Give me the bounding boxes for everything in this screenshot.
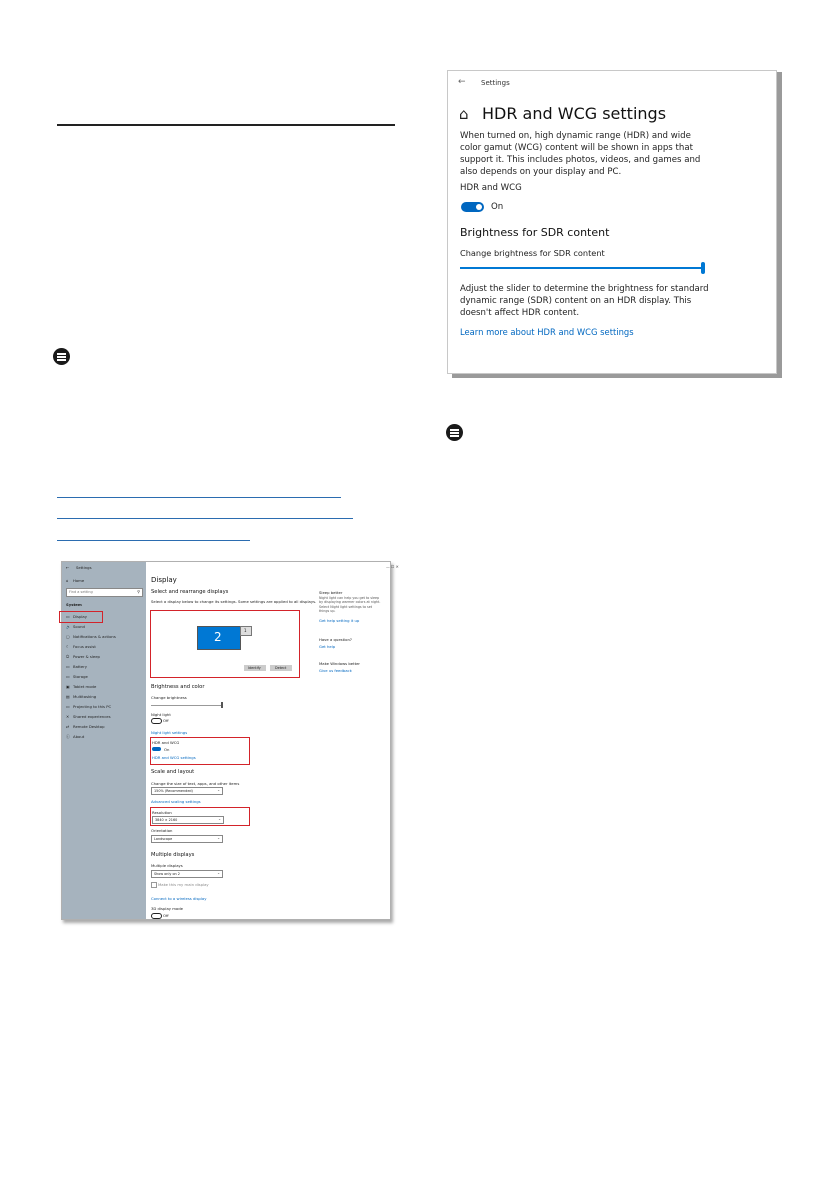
sidebar-item[interactable] — [62, 663, 146, 671]
scale-dropdown[interactable] — [151, 787, 223, 795]
sidebar-section-system: System — [66, 602, 82, 607]
window-back-icon[interactable]: ← — [66, 565, 70, 570]
sidebar-item-icon: ☾ — [66, 644, 70, 649]
orientation-dropdown[interactable] — [151, 835, 223, 843]
scale-heading: Scale and layout — [151, 769, 195, 775]
sdr-slider-description: Adjust the slider to determine the brightness for standard dynamic range (SDR) content on an HDR display. This doesn't affect HDR content. — [460, 284, 709, 318]
brightness-slider-thumb[interactable] — [221, 702, 223, 708]
resolution-dropdown[interactable] — [152, 816, 224, 824]
sdr-section-title: Brightness for SDR content — [460, 226, 610, 239]
hdr-toggle[interactable] — [461, 202, 484, 212]
sidebar-item-label: Multitasking — [73, 694, 97, 699]
sidebar-item-label: Notifications & actions — [73, 634, 116, 639]
sidebar-home[interactable]: Home — [73, 578, 85, 583]
display-3d-toggle[interactable] — [151, 913, 162, 919]
main-display-label: Make this my main display — [158, 882, 209, 887]
question-link[interactable]: Get help — [319, 644, 336, 649]
sidebar-item[interactable] — [62, 713, 146, 721]
monitor-secondary-number: 1 — [244, 628, 247, 633]
display-title: Display — [151, 576, 177, 584]
sleep-desc: Night light can help you get to sleep by displaying warmer colors at night. Select Night light settings to set things up. — [319, 596, 381, 614]
window-title: Settings — [481, 79, 510, 87]
sidebar-item-icon: ⇄ — [66, 724, 70, 729]
night-light-toggle[interactable] — [151, 718, 162, 724]
detect-label: Detect — [275, 666, 287, 670]
night-light-label: Night light — [151, 712, 171, 717]
highlight-display-item — [59, 611, 103, 623]
sidebar-item[interactable] — [62, 643, 146, 651]
multiple-dropdown[interactable] — [151, 870, 223, 878]
monitor-secondary[interactable] — [240, 626, 252, 636]
hdr-label: HDR and WCG — [152, 740, 180, 745]
sidebar-item-label: Focus assist — [73, 644, 96, 649]
search-input[interactable] — [66, 588, 143, 597]
link-underline-1[interactable] — [57, 497, 341, 498]
chevron-down-icon: ⌄ — [217, 788, 220, 792]
sidebar-item-icon: ▭ — [66, 674, 70, 679]
hdr-settings-panel — [447, 70, 777, 374]
window-controls[interactable]: — ☐ ✕ — [386, 564, 399, 569]
hdr-description: When turned on, high dynamic range (HDR) and wide color gamut (WCG) content will be shown in apps that support it. This includes photos, videos, and games and also depends on your display and PC. — [460, 131, 701, 177]
scale-value: 150% (Recommended) — [154, 789, 193, 793]
sdr-slider-thumb[interactable] — [701, 262, 705, 274]
arrange-desc: Select a display below to change its settings. Some settings are applied to all displays. — [151, 599, 317, 604]
sidebar-item[interactable] — [62, 683, 146, 691]
sidebar-item[interactable] — [62, 703, 146, 711]
note-icon — [53, 348, 70, 365]
sidebar-item-label: Shared experiences — [73, 714, 111, 719]
note-icon-right — [446, 424, 463, 441]
back-arrow-icon[interactable]: ← — [458, 77, 466, 87]
sleep-heading: Sleep better — [319, 590, 343, 595]
display-3d-state: Off — [163, 913, 169, 918]
resolution-label: Resolution — [152, 810, 172, 815]
brightness-slider[interactable] — [151, 705, 221, 706]
search-icon: ⚲ — [137, 589, 140, 594]
search-placeholder: Find a setting — [69, 590, 93, 594]
home-icon[interactable]: ⌂ — [66, 578, 69, 583]
section-rule — [57, 124, 395, 126]
display-settings-window — [61, 561, 399, 920]
monitor-primary[interactable] — [197, 626, 241, 650]
sidebar-item-label: Projecting to this PC — [73, 704, 112, 709]
sidebar-item-icon: ✕ — [66, 714, 70, 719]
sidebar-item[interactable] — [62, 733, 146, 741]
detect-button[interactable] — [270, 665, 292, 671]
learn-more-link[interactable]: Learn more about HDR and WCG settings — [460, 327, 634, 337]
identify-button[interactable] — [244, 665, 266, 671]
sidebar-item-label: Storage — [73, 674, 88, 679]
settings-main — [146, 562, 399, 919]
brightness-heading: Brightness and color — [151, 684, 205, 690]
sidebar-item-icon: ▢ — [66, 634, 70, 639]
page-title: HDR and WCG settings — [482, 104, 667, 123]
chevron-down-icon: ⌄ — [217, 836, 220, 840]
brightness-label: Change brightness — [151, 695, 187, 700]
sidebar-item-icon: ⓘ — [66, 734, 70, 739]
sidebar-item-label: Display — [73, 614, 87, 619]
sidebar-item[interactable] — [62, 673, 146, 681]
window-title: Settings — [76, 565, 92, 570]
monitor-primary-number: 2 — [214, 630, 222, 644]
question-heading: Have a question? — [319, 637, 352, 642]
sidebar-item[interactable] — [62, 723, 146, 731]
sidebar-item[interactable] — [62, 693, 146, 701]
identify-label: Identify — [248, 666, 261, 670]
orientation-value: Landscape — [154, 837, 173, 841]
chevron-down-icon: ⌄ — [218, 817, 221, 821]
sidebar-item-label: About — [73, 734, 85, 739]
sidebar-item[interactable] — [62, 623, 146, 631]
sidebar-item-icon: 🔈 — [66, 624, 71, 629]
sidebar-item-label: Battery — [73, 664, 88, 669]
sdr-slider-label: Change brightness for SDR content — [460, 248, 605, 258]
sidebar-item-icon: ▭ — [66, 664, 70, 669]
multiple-label: Multiple displays — [151, 863, 183, 868]
sleep-link[interactable]: Get help setting it up — [319, 618, 360, 623]
sidebar-item-icon: ▤ — [66, 694, 70, 699]
sidebar-item[interactable] — [62, 633, 146, 641]
display-3d-label: 3D display mode — [151, 906, 184, 911]
sidebar-item-icon: ▭ — [66, 704, 70, 709]
hdr-link[interactable]: HDR and WCG settings — [152, 755, 196, 760]
scale-label: Change the size of text, apps, and other items — [151, 781, 240, 786]
sidebar-item-icon: ▣ — [66, 684, 70, 689]
resolution-value: 3840 × 2160 — [155, 818, 178, 822]
chevron-down-icon: ⌄ — [217, 871, 220, 875]
sidebar-item-icon: ⏻ — [66, 654, 70, 659]
hdr-toggle[interactable] — [152, 747, 161, 751]
night-light-state: Off — [163, 718, 169, 723]
scale-link[interactable]: Advanced scaling settings — [151, 799, 201, 804]
multiple-value: Show only on 2 — [154, 872, 180, 876]
sidebar-item-label: Sound — [73, 624, 85, 629]
multiple-heading: Multiple displays — [151, 852, 195, 858]
hdr-state: On — [164, 747, 170, 752]
sidebar-item[interactable] — [62, 653, 146, 661]
arrange-heading: Select and rearrange displays — [151, 589, 229, 595]
sidebar-item-label: Tablet mode — [73, 684, 97, 689]
sdr-slider-track[interactable] — [460, 267, 703, 269]
home-icon[interactable]: ⌂ — [459, 105, 469, 123]
wireless-link[interactable]: Connect to a wireless display — [151, 896, 207, 901]
settings-sidebar — [62, 562, 146, 919]
orientation-label: Orientation — [151, 828, 173, 833]
better-link[interactable]: Give us feedback — [319, 668, 352, 673]
night-light-link[interactable]: Night light settings — [151, 730, 188, 735]
sidebar-item-label: Remote Desktop — [73, 724, 105, 729]
main-display-checkbox[interactable] — [151, 882, 157, 888]
sidebar-item-label: Power & sleep — [73, 654, 100, 659]
sidebar-item-icon: ▭ — [66, 614, 70, 619]
hdr-toggle-state: On — [491, 202, 504, 212]
better-heading: Make Windows better — [319, 661, 360, 666]
link-underline-2[interactable] — [57, 518, 353, 519]
hdr-toggle-label: HDR and WCG — [460, 183, 522, 193]
link-underline-3[interactable] — [57, 540, 250, 541]
